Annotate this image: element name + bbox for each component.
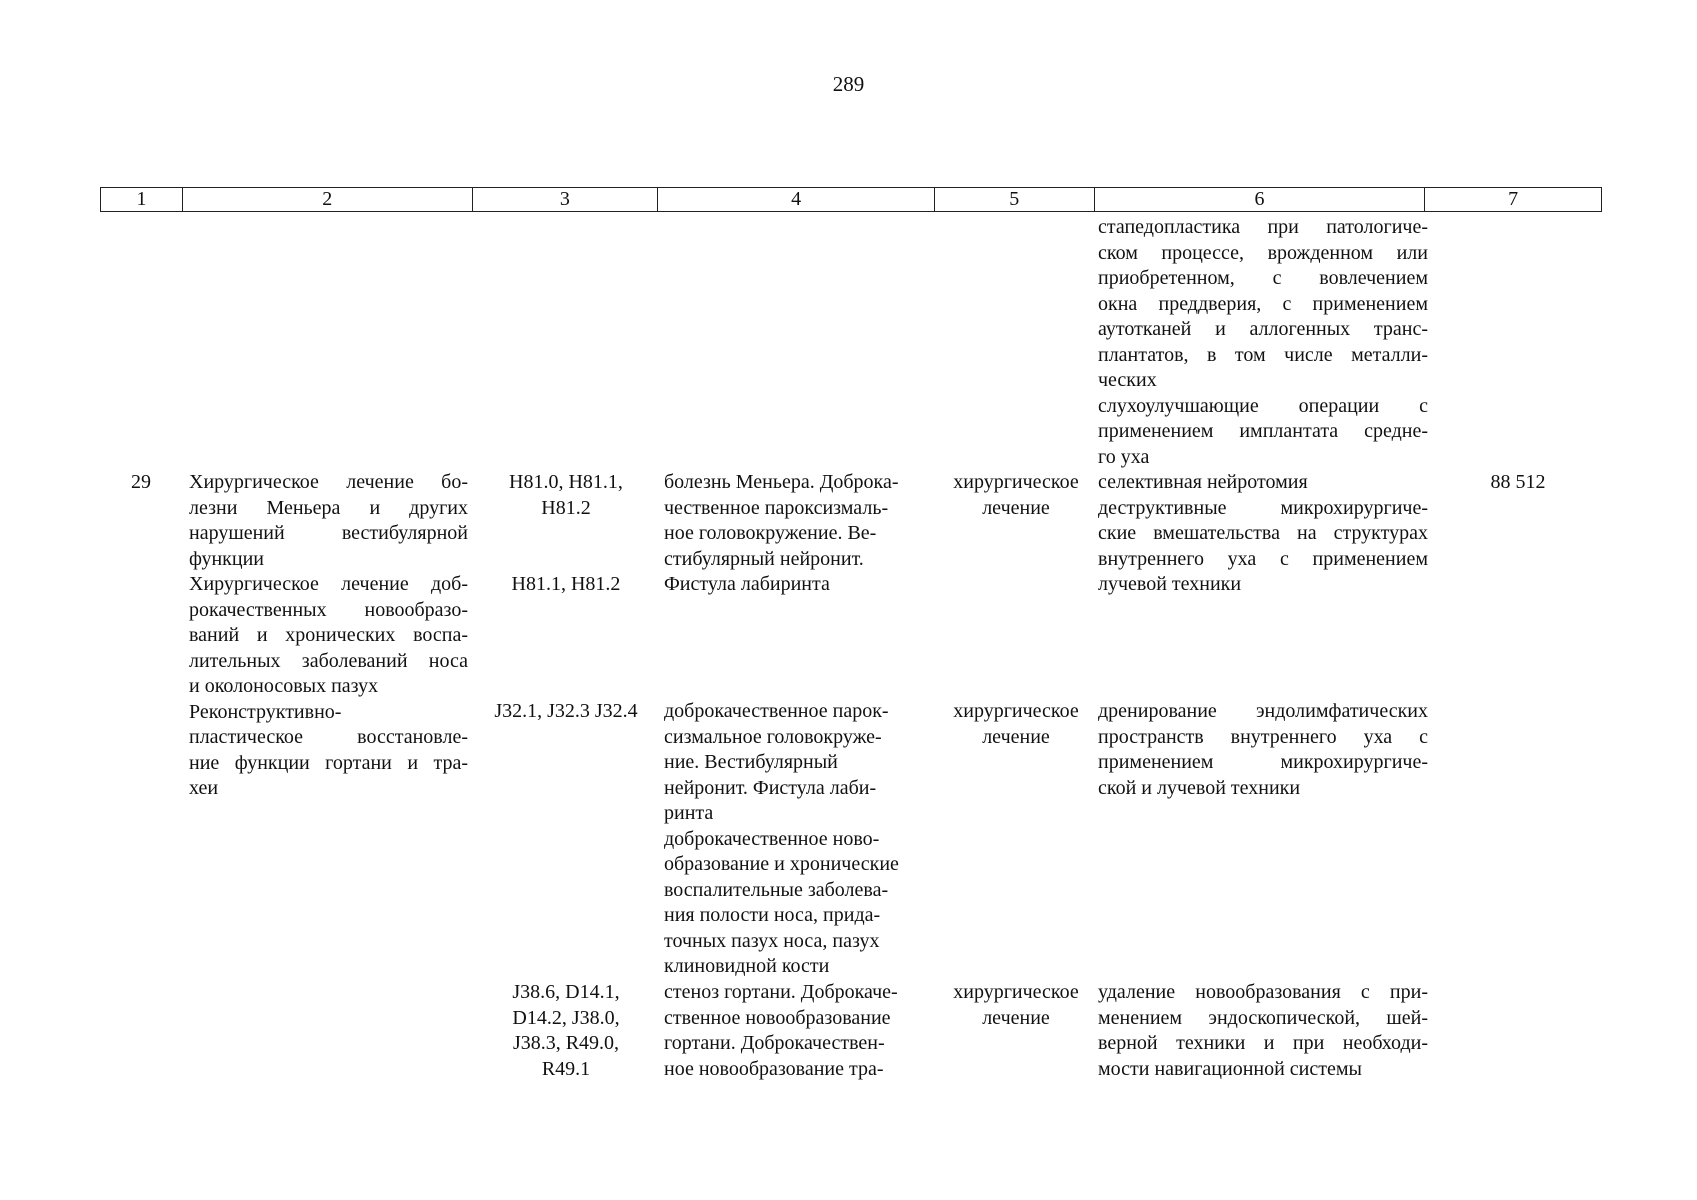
method-group3: дренирование эндолимфатических пространств внутреннего уха с применением микрохирургиче- ской и лучевой техники bbox=[1098, 700, 1428, 799]
diagnosis-group3: доброкачественное парок- сизмальное головокруже- ние. Вестибулярный нейронит. Фистула лаби- ринта доброкачественное ново- образование и хронические воспалительные заболева- ния полости носа, прида- точных пазух носа, пазух клиновидной кости bbox=[664, 700, 899, 977]
price-value: 88 512 bbox=[1490, 471, 1546, 493]
diagnosis-group1: болезнь Меньера. Доброка- чественное пароксизмаль- ное головокружение. Ве- стибулярный нейронит. Фистула лабиринта bbox=[664, 471, 899, 595]
codes-group1: H81.0, H81.1, H81.2 bbox=[509, 471, 623, 519]
method-group4: удаление новообразования с при- менением эндоскопической, шей- верной техники и при необходи- мости навигационной системы bbox=[1098, 981, 1428, 1080]
codes-group3: J32.1, J32.3 J32.4 bbox=[494, 700, 638, 722]
method-group1: селективная нейротомия деструктивные микрохирургиче- ские вмешательства на структурах внутреннего уха с применением лучевой техники bbox=[1098, 471, 1428, 595]
header-col-4: 4 bbox=[658, 188, 935, 211]
group-name-meniere: Хирургическое лечение бо- лезни Меньера и других нарушений вестибулярной функции Хирургическое лечение доб- рокачественных новообразо- ваний и хронических воспа- лительных заболеваний носа и околоносовых пазух Реконструктивно- пластическое восстановле- ние функции гортани и тра- хеи bbox=[189, 471, 468, 799]
treatment-type-1: хирургическое лечение bbox=[953, 471, 1079, 519]
header-col-2: 2 bbox=[183, 188, 473, 211]
page-number: 289 bbox=[832, 72, 865, 96]
codes-group2: H81.1, H81.2 bbox=[511, 573, 621, 595]
method-stapedoplasty: стапедопластика при патологиче- ском процессе, врожденном или приобретенном, с вовлечением окна преддверия, с применением аутотканей и аллогенных транс- плантатов, в том числе металли- ческих слухоулучшающие операции с применением имплантата средне- го уха bbox=[1098, 216, 1428, 468]
treatment-type-4: хирургическое лечение bbox=[953, 981, 1079, 1029]
header-col-7: 7 bbox=[1508, 188, 1519, 210]
header-col-1: 1 bbox=[101, 188, 183, 211]
treatment-type-3: хирургическое лечение bbox=[953, 700, 1079, 748]
table-header bbox=[100, 187, 1602, 212]
header-col-6: 6 bbox=[1095, 188, 1426, 211]
header-col-5: 5 bbox=[935, 188, 1095, 211]
row-number: 29 bbox=[131, 471, 151, 493]
codes-group4: J38.6, D14.1, D14.2, J38.0, J38.3, R49.0, R49.1 bbox=[512, 981, 620, 1080]
header-col-3: 3 bbox=[473, 188, 659, 211]
diagnosis-group4: стеноз гортани. Доброкаче- ственное новообразование гортани. Доброкачествен- ное новообразование тра- bbox=[664, 981, 898, 1080]
